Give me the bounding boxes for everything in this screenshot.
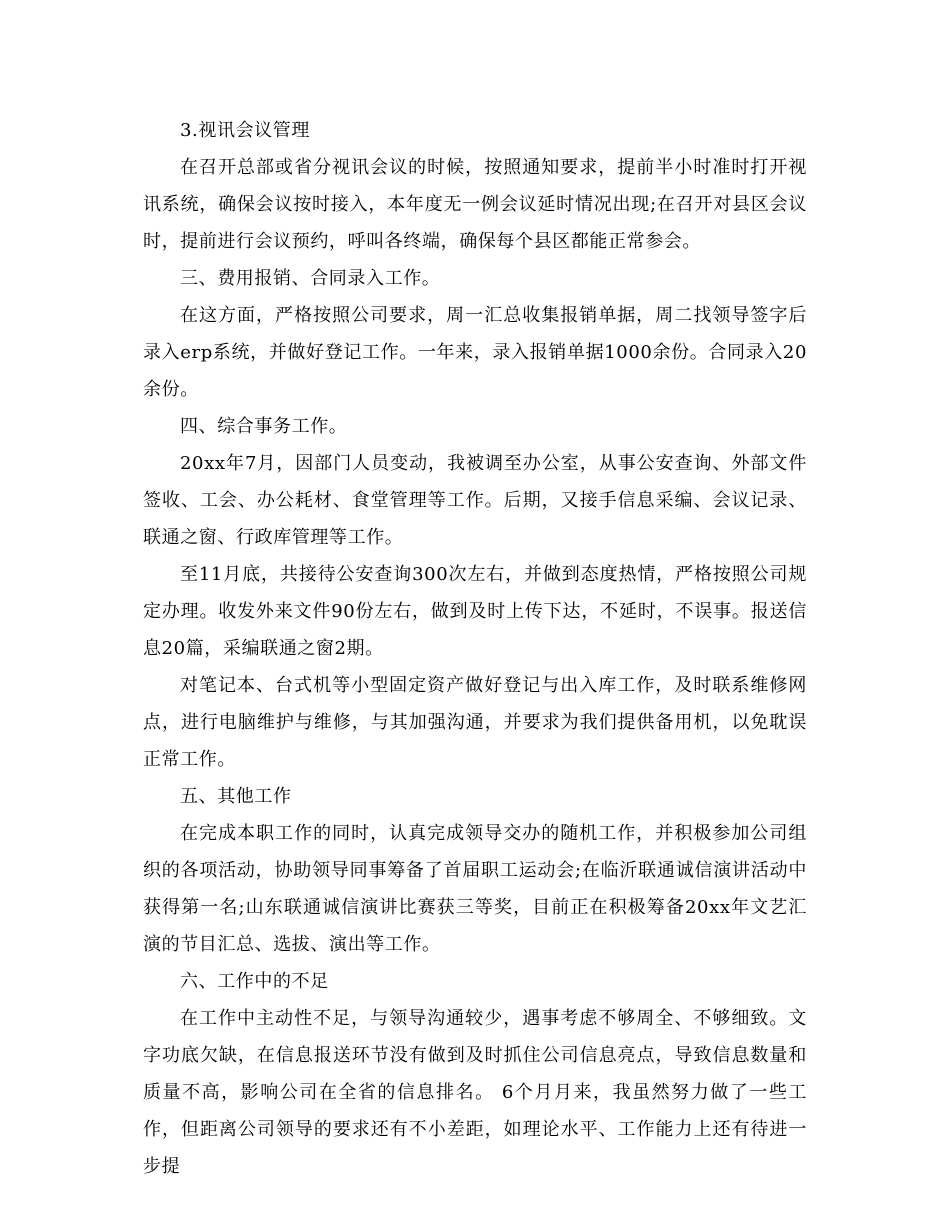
paragraph-shortcomings: 在工作中主动性不足，与领导沟通较少，遇事考虑不够周全、不够细致。文字功底欠缺，在信息报送环节没有做到及时抓住公司信息亮点，导致信息数量和质量不高，影响公司在全省的信息排名。 6个月月来，我虽然努力做了一些工作，但距离公司领导的要求还有不小差距，如理论水平、工作能力上还有待进一步提 [143, 1008, 807, 1177]
paragraph-general-affairs: 20xx年7月，因部门人员变动，我被调至办公室，从事公安查询、外部文件签收、工会、办公耗材、食堂管理等工作。后期，又接手信息采编、会议记录、联通之窗、行政库管理等工作。 [143, 453, 807, 548]
heading-expense-contract: 三、费用报销、合同录入工作。 [180, 268, 441, 289]
heading-other-work: 五、其他工作 [180, 786, 292, 807]
heading-shortcomings: 六、工作中的不足 [180, 971, 329, 992]
paragraph-fixed-assets: 对笔记本、台式机等小型固定资产做好登记与出入库工作，及时联系维修网点，进行电脑维护与维修，与其加强沟通，并要求为我们提供备用机，以免耽误正常工作。 [143, 675, 807, 770]
paragraph-other-work: 在完成本职工作的同时，认真完成领导交办的随机工作，并积极参加公司组织的各项活动，协助领导同事筹备了首届职工运动会;在临沂联通诚信演讲活动中获得第一名;山东联通诚信演讲比赛获三等奖，目前正在积极筹备20xx年文艺汇演的节目汇总、选拔、演出等工作。 [143, 823, 807, 955]
document-body [143, 112, 807, 1185]
heading-general-affairs: 四、综合事务工作。 [180, 416, 348, 437]
paragraph-expense-contract: 在这方面，严格按照公司要求，周一汇总收集报销单据，周二找领导签字后录入erp系统，并做好登记工作。一年来，录入报销单据1000余份。合同录入20余份。 [143, 305, 807, 400]
paragraph-police-inquiry: 至11月底，共接待公安查询300次左右，并做到态度热情，严格按照公司规定办理。收发外来文件90份左右，做到及时上传下达，不延时，不误事。报送信息20篇，采编联通之窗2期。 [143, 564, 807, 659]
paragraph-video-conference: 在召开总部或省分视讯会议的时候，按照通知要求，提前半小时准时打开视讯系统，确保会议按时接入，本年度无一例会议延时情况出现;在召开对县区会议时，提前进行会议预约，呼叫各终端，确保每个县区都能正常参会。 [143, 157, 807, 252]
heading-video-conference: 3.视讯会议管理 [180, 120, 310, 141]
